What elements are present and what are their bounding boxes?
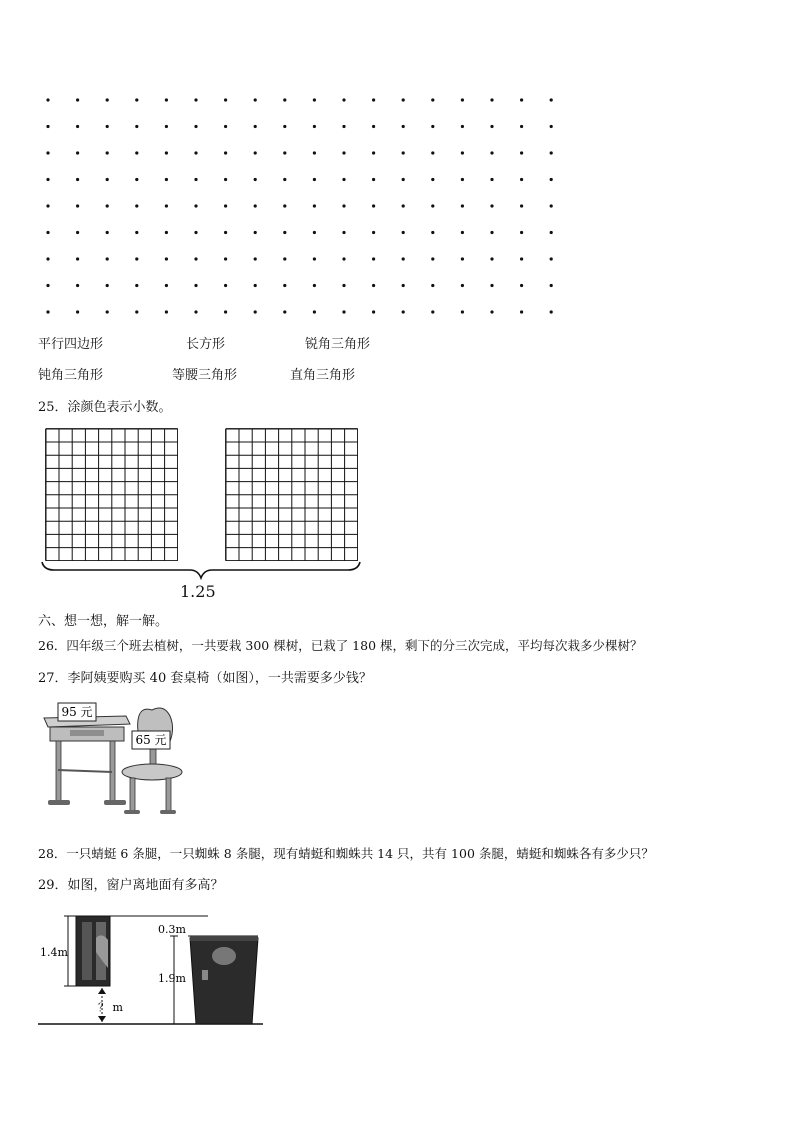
hundred-grid-left[interactable] (45, 428, 178, 561)
grid-dot (550, 257, 553, 260)
grid-dot (165, 310, 168, 313)
desk-price-tag: 95 元 (61, 705, 93, 719)
dot-grid (0, 0, 794, 330)
grid-dot (106, 151, 109, 154)
grid-dot (46, 125, 49, 128)
grid-dot (520, 178, 523, 181)
grid-dot (520, 125, 523, 128)
grid-dot (106, 98, 109, 101)
grid-dot (313, 310, 316, 313)
question-28: 28．一只蜻蜓 6 条腿，一只蜘蛛 8 条腿，现有蜻蜓和蜘蛛共 14 只，共有 100 条腿，蜻蜓和蜘蛛各有多少只？ (38, 846, 654, 861)
grouping-brace (40, 560, 362, 582)
label-obtuse-triangle: 钝角三角形 (38, 368, 104, 383)
grid-dot (76, 310, 79, 313)
grid-dot (165, 178, 168, 181)
grid-dot (194, 98, 197, 101)
grid-dot (46, 204, 49, 207)
grid-dot (520, 98, 523, 101)
grid-dot (313, 204, 316, 207)
grid-dot (461, 178, 464, 181)
grid-dot (402, 98, 405, 101)
grid-dot (372, 257, 375, 260)
grid-dot (106, 204, 109, 207)
grid-dot (46, 284, 49, 287)
grid-dot (342, 98, 345, 101)
label-parallelogram: 平行四边形 (38, 337, 104, 352)
grid-dot (135, 257, 138, 260)
grid-dot (135, 204, 138, 207)
grid-dot (550, 151, 553, 154)
grid-dot (313, 151, 316, 154)
grid-dot (165, 231, 168, 234)
grid-dot (194, 257, 197, 260)
grid-dot (431, 310, 434, 313)
question-25: 25．涂颜色表示小数。 (38, 400, 172, 415)
grid-dot (402, 310, 405, 313)
grid-dot (224, 204, 227, 207)
grid-dot (135, 125, 138, 128)
grid-dot (490, 257, 493, 260)
grid-dot (135, 151, 138, 154)
section-title: 六、想一想，解一解。 (38, 614, 169, 629)
grid-dot (46, 257, 49, 260)
grid-dot (313, 125, 316, 128)
grid-dot (106, 310, 109, 313)
grid-dot (461, 231, 464, 234)
grid-dot (342, 284, 345, 287)
grid-dot (342, 125, 345, 128)
grid-dot (194, 125, 197, 128)
window-height-label: 1.4m (40, 946, 68, 959)
grid-dot (76, 98, 79, 101)
grid-dot (490, 284, 493, 287)
grid-dot (402, 178, 405, 181)
question-29: 29．如图，窗户离地面有多高？ (38, 878, 224, 893)
grid-dot (342, 231, 345, 234)
chair-price-tag: 65 元 (135, 733, 167, 747)
grid-dot (194, 284, 197, 287)
grid-dot (106, 257, 109, 260)
desk-chair-illustration (40, 700, 190, 820)
grid-dot (550, 310, 553, 313)
grid-dot (402, 151, 405, 154)
grid-dot (106, 125, 109, 128)
grid-dot (106, 284, 109, 287)
grid-dot (165, 151, 168, 154)
grid-dot (431, 125, 434, 128)
grid-dot (342, 151, 345, 154)
grid-dot (224, 151, 227, 154)
grid-dot (135, 284, 138, 287)
grid-dot (76, 257, 79, 260)
grid-dot (224, 257, 227, 260)
grid-dot (224, 231, 227, 234)
grid-dot (313, 178, 316, 181)
grid-dot (165, 204, 168, 207)
grid-dot (76, 231, 79, 234)
grid-dot (490, 204, 493, 207)
grid-dot (135, 178, 138, 181)
grid-dot (520, 257, 523, 260)
grid-dot (550, 125, 553, 128)
grid-dot (313, 98, 316, 101)
grid-dot (372, 178, 375, 181)
grid-dot (490, 231, 493, 234)
grid-dot (254, 257, 257, 260)
grid-dot (283, 257, 286, 260)
grid-dot (224, 310, 227, 313)
grid-dot (461, 257, 464, 260)
grid-dot (76, 204, 79, 207)
grid-dot (372, 204, 375, 207)
grid-dot (254, 98, 257, 101)
grid-dot (461, 125, 464, 128)
grid-dot (46, 151, 49, 154)
label-isosceles-triangle: 等腰三角形 (172, 368, 238, 383)
grid-dot (431, 151, 434, 154)
grid-dot (46, 231, 49, 234)
grid-dot (283, 125, 286, 128)
grid-dot (431, 178, 434, 181)
grid-dot (372, 310, 375, 313)
grid-dot (254, 151, 257, 154)
label-rectangle: 长方形 (186, 337, 226, 352)
grid-dot (224, 284, 227, 287)
grid-dot (135, 98, 138, 101)
grid-dot (402, 125, 405, 128)
grid-dot (520, 151, 523, 154)
grid-dot (402, 284, 405, 287)
top-gap-label: 0.3m (158, 923, 186, 936)
grid-dot (550, 284, 553, 287)
question-26: 26．四年级三个班去植树，一共要栽 300 棵树，已栽了 180 棵，剩下的分三次完成，平均每次栽多少棵树？ (38, 638, 643, 653)
grid-dot (46, 310, 49, 313)
grid-dot (224, 98, 227, 101)
grid-dot (254, 284, 257, 287)
grid-dot (283, 204, 286, 207)
grid-dot (254, 204, 257, 207)
hundred-grid-right[interactable] (225, 428, 358, 561)
grid-dot (283, 151, 286, 154)
label-right-triangle: 直角三角形 (290, 368, 356, 383)
label-acute-triangle: 锐角三角形 (305, 337, 371, 352)
grid-dot (490, 178, 493, 181)
grid-dot (342, 178, 345, 181)
grid-dot (194, 204, 197, 207)
grid-dot (194, 310, 197, 313)
grid-dot (461, 151, 464, 154)
grid-dot (431, 284, 434, 287)
grid-dot (194, 151, 197, 154)
grid-dot (490, 98, 493, 101)
grid-dot (520, 204, 523, 207)
grid-dot (254, 178, 257, 181)
grid-dot (194, 231, 197, 234)
grid-dot (283, 98, 286, 101)
grid-dot (224, 178, 227, 181)
grid-dot (194, 178, 197, 181)
grid-dot (313, 231, 316, 234)
grid-dot (431, 204, 434, 207)
grid-dot (550, 231, 553, 234)
grid-dot (431, 231, 434, 234)
grid-dot (461, 98, 464, 101)
grid-dot (283, 284, 286, 287)
window-height-diagram (38, 908, 263, 1030)
grid-dot (461, 204, 464, 207)
grid-dot (224, 125, 227, 128)
grid-dot (165, 98, 168, 101)
grid-dot (490, 125, 493, 128)
grid-dot (76, 125, 79, 128)
grid-dot (520, 310, 523, 313)
grid-dot (490, 151, 493, 154)
grid-dot (402, 204, 405, 207)
decimal-value-label: 1.25 (180, 582, 216, 601)
grid-dot (372, 98, 375, 101)
grid-dot (135, 231, 138, 234)
grid-dot (372, 231, 375, 234)
grid-dot (313, 284, 316, 287)
grid-dot (461, 284, 464, 287)
grid-dot (402, 257, 405, 260)
grid-dot (165, 257, 168, 260)
grid-dot (46, 98, 49, 101)
grid-dot (313, 257, 316, 260)
grid-dot (520, 231, 523, 234)
grid-dot (431, 257, 434, 260)
grid-dot (106, 231, 109, 234)
grid-dot (342, 310, 345, 313)
grid-dot (283, 310, 286, 313)
grid-dot (372, 125, 375, 128)
grid-dot (461, 310, 464, 313)
grid-dot (402, 231, 405, 234)
grid-dot (106, 178, 109, 181)
grid-dot (283, 178, 286, 181)
question-27: 27．李阿姨要购买 40 套桌椅（如图），一共需要多少钱？ (38, 671, 372, 686)
grid-dot (165, 284, 168, 287)
grid-dot (372, 284, 375, 287)
grid-dot (342, 257, 345, 260)
grid-dot (372, 151, 375, 154)
cabinet-height-label: 1.9m (158, 972, 186, 985)
grid-dot (283, 231, 286, 234)
grid-dot (550, 204, 553, 207)
grid-dot (550, 98, 553, 101)
grid-dot (520, 284, 523, 287)
grid-dot (135, 310, 138, 313)
grid-dot (76, 151, 79, 154)
grid-dot (76, 284, 79, 287)
grid-dot (490, 310, 493, 313)
grid-dot (342, 204, 345, 207)
grid-dot (254, 310, 257, 313)
grid-dot (254, 231, 257, 234)
grid-dot (46, 178, 49, 181)
grid-dot (254, 125, 257, 128)
grid-dot (431, 98, 434, 101)
grid-dot (550, 178, 553, 181)
grid-dot (76, 178, 79, 181)
unknown-height-label: ？ m (98, 1001, 123, 1014)
grid-dot (165, 125, 168, 128)
